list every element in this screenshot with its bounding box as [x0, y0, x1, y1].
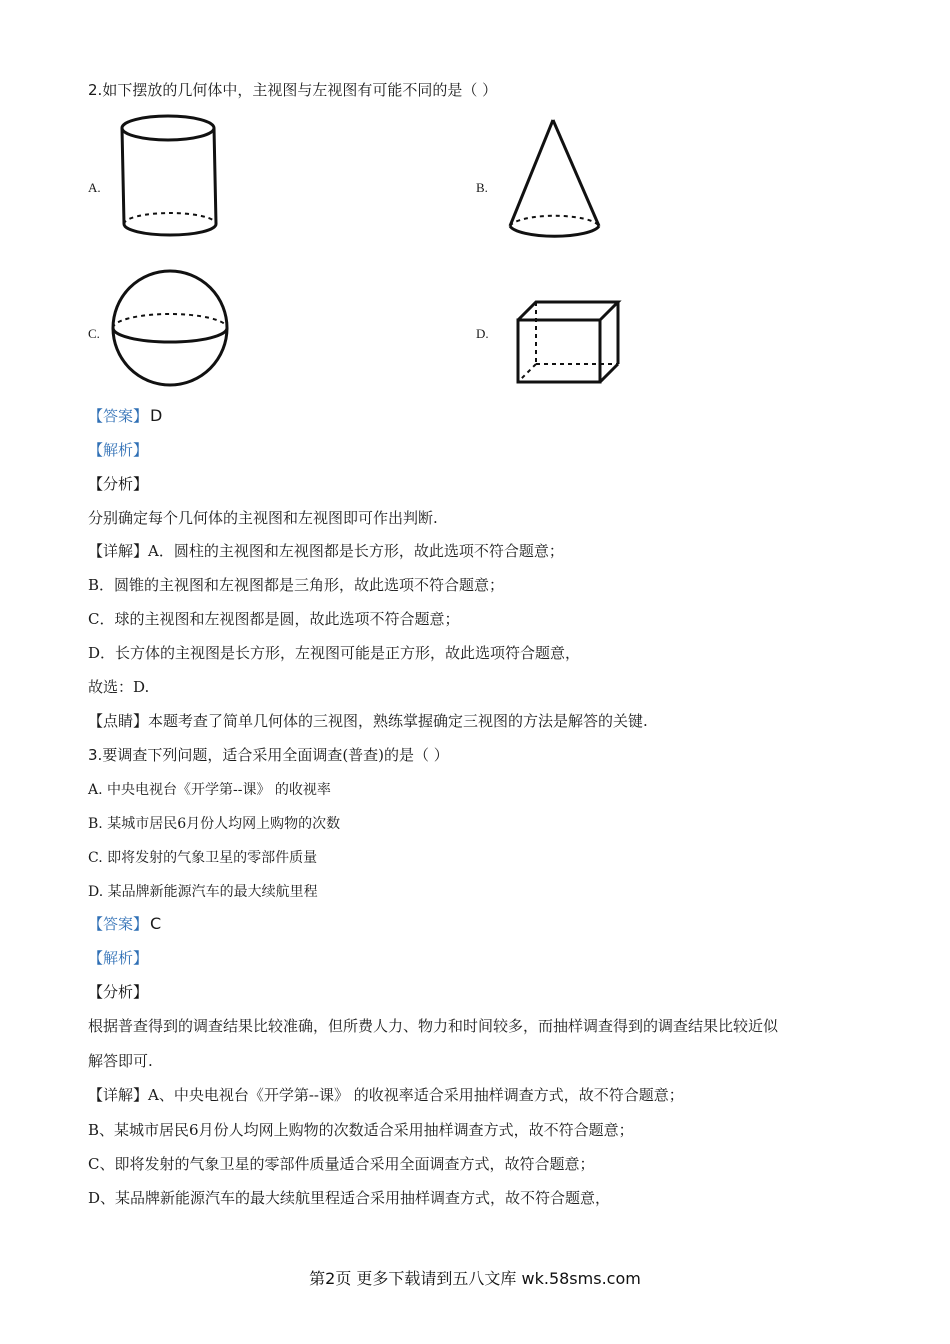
q3-xiangjie-line-a — [88, 1085, 684, 1105]
q2-jiexi-tag: 【解析】 — [88, 441, 149, 459]
q3-xiangjie-a: A、中央电视台《开学第--课》 的收视率适合采用抽样调查方式，故不符合题意； — [148, 1086, 684, 1104]
cone-figure — [505, 114, 605, 246]
answer-tag: 【答案】 — [88, 407, 149, 425]
q3-number: 3. — [88, 746, 103, 764]
q2-stem-text: 如下摆放的几何体中，主视图与左视图有可能不同的是（ ） — [102, 81, 498, 99]
answer-tag: 【答案】 — [88, 915, 149, 933]
sphere-figure — [108, 268, 234, 390]
cylinder-figure — [118, 112, 226, 242]
q2-fenxi-tag: 【分析】 — [88, 475, 149, 493]
q2-xiangjie-line-a — [88, 541, 564, 561]
q3-jiexi-tag: 【解析】 — [88, 949, 149, 967]
q3-answer-value: C — [150, 914, 162, 933]
q2-dianjing-text: 本题考查了简单几何体的三视图，熟练掌握确定三视图的方法是解答的关键. — [148, 712, 648, 730]
q2-option-c-label: C. — [88, 326, 100, 341]
q3-stem-text: 要调查下列问题，适合采用全面调查(普查)的是（ ） — [102, 746, 449, 764]
dianjing-tag: 【点睛】 — [88, 712, 149, 730]
q3-fenxi-tag: 【分析】 — [88, 983, 149, 1001]
q2-option-d-label: D. — [476, 326, 489, 341]
q3-option-c: C. 即将发射的气象卫星的零部件质量 — [88, 850, 318, 866]
q3-answer — [88, 914, 161, 934]
q2-option-b-label: B. — [476, 180, 488, 195]
q2-xiangjie-a: A．圆柱的主视图和左视图都是长方形，故此选项不符合题意； — [148, 542, 564, 560]
q3-xiangjie-d: D、某品牌新能源汽车的最大续航里程适合采用抽样调查方式，故不符合题意， — [88, 1189, 611, 1207]
q3-option-d: D. 某品牌新能源汽车的最大续航里程 — [88, 884, 318, 900]
q2-option-a-label: A. — [88, 180, 101, 195]
q3-option-b: B. 某城市居民6月份人均网上购物的次数 — [88, 816, 341, 832]
q2-xiangjie-b: B．圆锥的主视图和左视图都是三角形，故此选项不符合题意； — [88, 576, 505, 594]
xiangjie-tag: 【详解】 — [88, 542, 149, 560]
q3-fenxi-line-2: 解答即可. — [88, 1052, 153, 1070]
q3-option-a: A. 中央电视台《开学第--课》 的收视率 — [88, 782, 331, 798]
q2-fenxi-text: 分别确定每个几何体的主视图和左视图即可作出判断. — [88, 509, 438, 527]
cuboid-figure — [512, 298, 624, 388]
q2-number: 2. — [88, 81, 103, 99]
q3-fenxi-line-1: 根据普查得到的调查结果比较准确，但所费人力、物力和时间较多，而抽样调查得到的调查结果比较近似 — [88, 1017, 779, 1035]
q3-xiangjie-b: B、某城市居民6月份人均网上购物的次数适合采用抽样调查方式，故不符合题意； — [88, 1121, 634, 1139]
q2-answer-value: D — [150, 406, 163, 425]
q3-stem — [88, 745, 449, 765]
q2-answer — [88, 406, 162, 426]
q2-xiangjie-d: D．长方体的主视图是长方形，左视图可能是正方形，故此选项符合题意， — [88, 644, 581, 662]
xiangjie-tag: 【详解】 — [88, 1086, 149, 1104]
q3-xiangjie-c: C、即将发射的气象卫星的零部件质量适合采用全面调查方式，故符合题意； — [88, 1155, 595, 1173]
q2-stem — [88, 80, 497, 100]
page-footer: 第2页 更多下载请到五八文库 wk.58sms.com — [309, 1269, 641, 1288]
q2-dianjing — [88, 711, 648, 731]
q2-xiangjie-c: C．球的主视图和左视图都是圆，故此选项不符合题意； — [88, 610, 460, 628]
q2-conclusion: 故选：D. — [88, 678, 150, 696]
